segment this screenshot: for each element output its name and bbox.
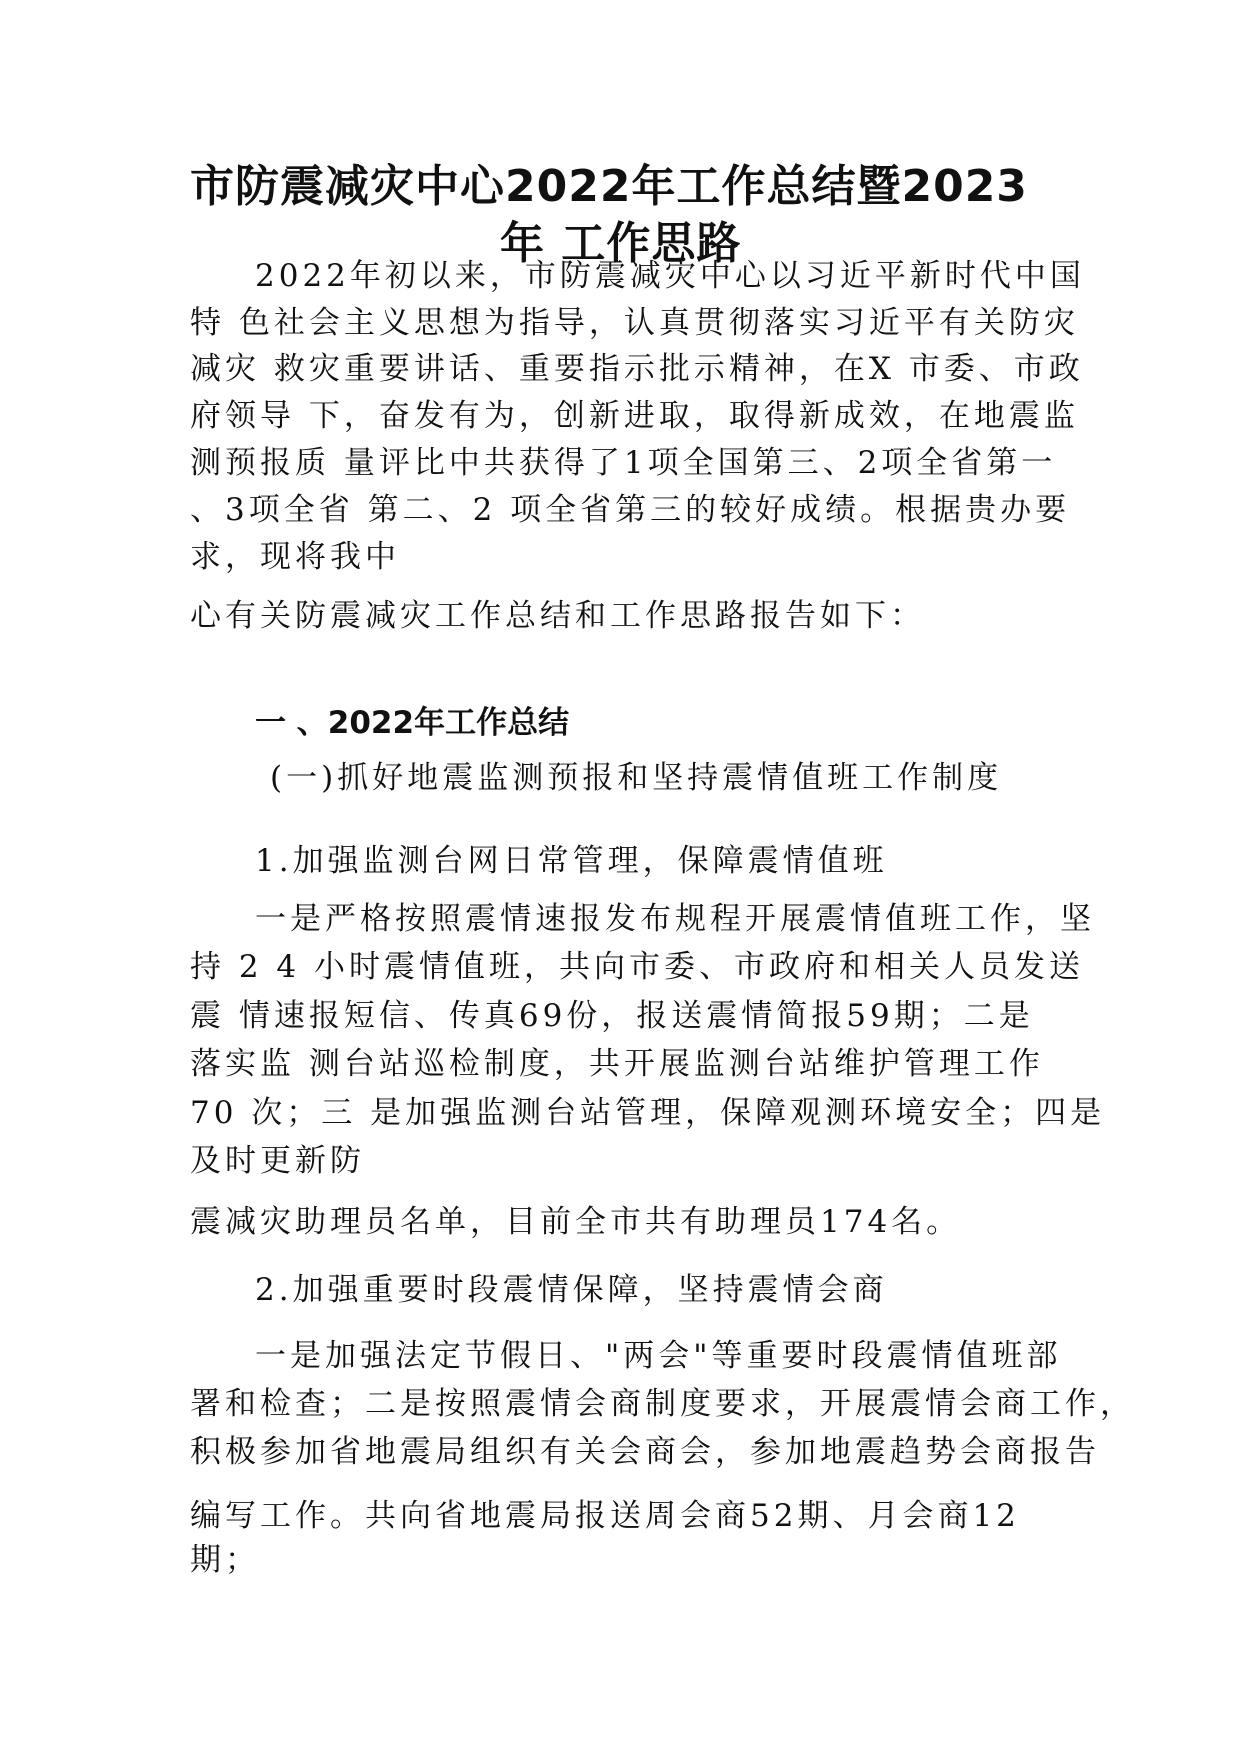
intro-line: 求，现将我中 xyxy=(190,539,400,575)
item-body-line: 震 情速报短信、传真69份，报送震情简报59期；二是 xyxy=(190,998,1034,1034)
intro-line: 特 色社会主义思想为指导，认真贯彻落实习近平有关防灾 xyxy=(190,305,1079,341)
section-heading: 一 、2022年工作总结 xyxy=(255,705,570,741)
document-title-line-2: 年 工作思路 xyxy=(500,218,742,269)
item-body-line: 一是严格按照震情速报发布规程开展震情值班工作，坚 xyxy=(255,901,1095,937)
document-title-line-1: 市防震减灾中心2022年工作总结暨2023 xyxy=(190,161,1028,212)
item-body-line: 积极参加省地震局组织有关会商会，参加地震趋势会商报告 xyxy=(190,1434,1100,1470)
item-body-line: 及时更新防 xyxy=(190,1143,365,1179)
item-body-continuation: 期； xyxy=(190,1542,260,1578)
item-heading: 1.加强监测台网日常管理，保障震情值班 xyxy=(255,843,888,879)
intro-line: 减灾 救灾重要讲话、重要指示批示精神，在X 市委、市政 xyxy=(190,351,1084,387)
intro-line: 、3项全省 第二、2 项全省第三的较好成绩。根据贵办要 xyxy=(190,492,1071,528)
item-body-line: 持 2 4 小时震情值班，共向市委、市政府和相关人员发送 xyxy=(190,949,1085,985)
intro-line: 府领导 下，奋发有为，创新进取，取得新成效，在地震监 xyxy=(190,398,1079,434)
item-body-continuation: 震减灾助理员名单，目前全市共有助理员174名。 xyxy=(190,1204,962,1240)
item-body-line: 署和检查；二是按照震情会商制度要求，开展震情会商工作， xyxy=(190,1386,1135,1422)
item-heading: 2.加强重要时段震情保障，坚持震情会商 xyxy=(255,1272,888,1308)
intro-continuation: 心有关防震减灾工作总结和工作思路报告如下： xyxy=(190,598,925,634)
subsection-heading: (一)抓好地震监测预报和坚持震情值班工作制度 xyxy=(270,760,1003,796)
intro-line: 2022年初以来，市防震减灾中心以习近平新时代中国 xyxy=(255,258,1085,294)
item-body-line: 一是加强法定节假日、"两会"等重要时段震情值班部 xyxy=(255,1338,1062,1374)
item-body-continuation: 编写工作。共向省地震局报送周会商52期、月会商12 xyxy=(190,1498,1020,1534)
item-body-line: 70 次；三 是加强监测台站管理，保障观测环境安全；四是 xyxy=(190,1095,1106,1131)
intro-line: 测预报质 量评比中共获得了1项全国第三、2项全省第一 xyxy=(190,445,1057,481)
item-body-line: 落实监 测台站巡检制度，共开展监测台站维护管理工作 xyxy=(190,1046,1044,1082)
